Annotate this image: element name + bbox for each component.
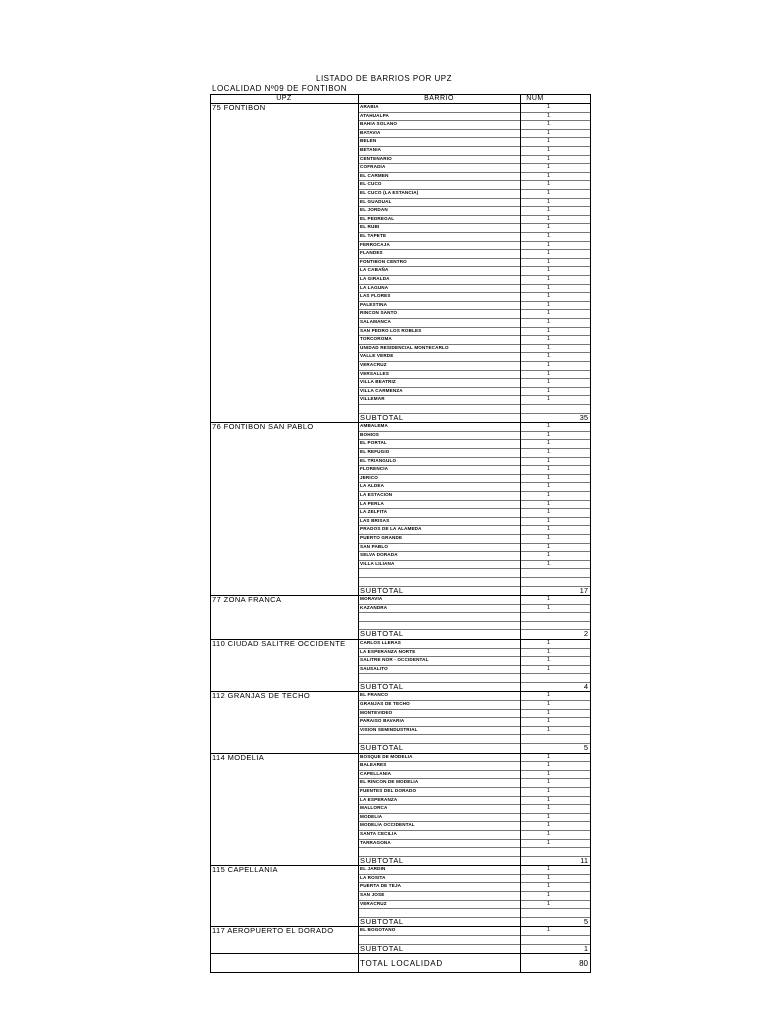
barrio-count: 1 <box>546 560 550 567</box>
barrio-count: 1 <box>546 701 550 707</box>
barrio-count: 1 <box>546 353 550 360</box>
upz-barrio-divider <box>358 94 359 973</box>
barrio-count: 1 <box>546 665 550 672</box>
barrio-name: SAN JOSE <box>360 892 385 897</box>
barrio-count: 1 <box>546 207 550 214</box>
upz-name: 112 GRANJAS DE TECHO <box>212 691 311 701</box>
barrio-name: EL CARMEN <box>360 172 389 178</box>
barrio-name: EL REFUGIO <box>360 448 390 454</box>
barrio-count: 1 <box>546 379 550 386</box>
subtotal-value: 1 <box>583 943 588 953</box>
barrio-name: MODELIA <box>360 813 383 819</box>
barrio-count: 1 <box>546 250 550 257</box>
barrio-name: PUERTO GRANDE <box>360 534 403 540</box>
barrio-count: 1 <box>546 534 550 541</box>
barrio-name: SELVA DORADA <box>360 552 398 558</box>
header-num: NUM <box>526 95 544 102</box>
barrio-name: UNIDAD RESIDENCIAL MONTECARLO <box>360 344 449 350</box>
barrio-count: 1 <box>546 336 550 343</box>
barrio-count: 1 <box>546 753 550 760</box>
row-divider <box>358 908 590 909</box>
barrio-name: GRANJAS DE TECHO <box>360 701 410 706</box>
barrio-count: 1 <box>546 448 550 455</box>
barrio-count: 1 <box>546 726 550 733</box>
barrio-name: EL FRANCO <box>360 692 389 698</box>
barrio-count: 1 <box>546 483 550 490</box>
barrio-name: LA ESPERANZA <box>360 796 398 802</box>
upz-name: 110 CIUDAD SALITRE OCCIDENTE <box>212 638 346 648</box>
row-divider <box>358 734 590 735</box>
barrio-name: VILLEMAR <box>360 396 385 402</box>
barrio-count: 1 <box>546 762 550 769</box>
barrio-name: LA ALDEA <box>360 483 385 489</box>
barrio-name: MONTEVIDEO <box>360 709 393 715</box>
barrio-name: EL BOGOTANO <box>360 927 396 933</box>
barrio-count: 1 <box>546 830 550 837</box>
barrio-count: 1 <box>546 927 550 934</box>
barrio-name: EL JARDIN <box>360 866 386 872</box>
barrio-name: FUENTES DEL DORADO <box>360 787 417 793</box>
row-divider <box>358 577 590 578</box>
barrio-name: VERACRUZ <box>360 362 387 367</box>
barrio-name: VILLA BEATRIZ <box>360 379 396 385</box>
barrio-count: 1 <box>546 198 550 205</box>
row-divider <box>358 404 590 405</box>
barrio-count: 1 <box>546 164 550 171</box>
barrio-count: 1 <box>546 344 550 351</box>
subtotal-value: 2 <box>583 629 588 639</box>
subtotal-value: 5 <box>583 916 588 926</box>
barrio-name: PALESTINA <box>360 301 388 307</box>
barrio-count: 1 <box>546 474 550 481</box>
barrio-name: SAN PEDRO LOS ROBLES <box>360 327 422 333</box>
barrio-name: RINCON SANTO <box>360 310 398 316</box>
barrio-count: 1 <box>546 709 550 716</box>
barrio-count: 1 <box>546 866 550 873</box>
barrio-name: JERICO <box>360 474 379 480</box>
barrio-count: 1 <box>546 181 550 188</box>
barrio-count: 1 <box>546 657 550 664</box>
barrio-name: EL TAPETE <box>360 233 387 238</box>
barrio-name: BOSQUE DE MODELIA <box>360 753 413 759</box>
barrio-count: 1 <box>546 491 550 498</box>
barrio-name: CAPELLANIA <box>360 770 392 776</box>
barrio-name: EL PEDREGAL <box>360 215 395 221</box>
barrio-count: 1 <box>546 883 550 890</box>
row-divider <box>358 847 590 848</box>
upz-name: 76 FONTIBON SAN PABLO <box>212 422 314 432</box>
barrio-count: 1 <box>546 112 550 119</box>
barrio-count: 1 <box>546 267 550 274</box>
subtotal-value: 5 <box>583 743 588 752</box>
barrio-count: 1 <box>546 370 550 377</box>
barrio-name: BETANIA <box>360 147 382 152</box>
barrio-name: LA CABAÑA <box>360 267 389 273</box>
barrio-name: SAN PABLO <box>360 543 389 549</box>
barrio-name: PUERTA DE TEJA <box>360 883 402 889</box>
barrio-name: LA ESPERANZA NORTE <box>360 648 416 654</box>
barrio-name: SANTA CECILIA <box>360 830 397 836</box>
header-upz: UPZ <box>276 95 292 102</box>
barrio-count: 1 <box>546 233 550 239</box>
barrio-count: 1 <box>546 648 550 655</box>
barrio-name: TARRAGONA <box>360 839 391 845</box>
barrio-num-divider <box>520 94 521 973</box>
subtotal-label: SUBTOTAL <box>360 943 404 953</box>
barrio-name: CARLOS LLERAS <box>360 639 401 645</box>
barrio-name: MORAVIA <box>360 596 383 601</box>
row-divider <box>358 568 590 569</box>
barrio-count: 1 <box>546 552 550 559</box>
total-value: 80 <box>579 959 588 968</box>
barrio-name: BAHIA SOLANO <box>360 121 398 127</box>
barrio-name: EL JORDAN <box>360 207 388 213</box>
barrio-name: FLORENCIA <box>360 466 389 472</box>
barrio-count: 1 <box>546 190 550 196</box>
barrio-count: 1 <box>546 604 550 611</box>
barrio-name: VILLA LILIANA <box>360 560 395 566</box>
total-label: TOTAL LOCALIDAD <box>360 959 443 968</box>
barrio-name: VISION SEMINDUSTRIAL <box>360 726 418 732</box>
barrio-name: LA ESTACION <box>360 491 393 497</box>
barrio-count: 1 <box>546 362 550 368</box>
barrio-name: TORCOROMA <box>360 336 392 342</box>
barrio-name: LA PERLA <box>360 500 384 506</box>
subtotal-label: SUBTOTAL <box>360 681 404 691</box>
subtotal-value: 11 <box>580 855 588 865</box>
barrio-name: EL TRIANGULO <box>360 457 397 463</box>
barrio-count: 1 <box>546 121 550 128</box>
barrio-count: 1 <box>546 787 550 794</box>
barrio-count: 1 <box>546 293 550 300</box>
barrio-count: 1 <box>546 796 550 803</box>
barrio-name: FERROCAJA <box>360 241 390 247</box>
document-title: LISTADO DE BARRIOS POR UPZ <box>316 74 452 83</box>
upz-name: 75 FONTIBON <box>212 103 266 112</box>
barrio-name: VALLE VERDE <box>360 353 394 359</box>
barrio-count: 1 <box>546 440 550 447</box>
barrio-count: 1 <box>546 517 550 524</box>
barrio-name: VILLA CARMENZA <box>360 387 403 393</box>
barrio-count: 1 <box>546 396 550 403</box>
barrio-count: 1 <box>546 805 550 812</box>
barrio-count: 1 <box>546 423 550 430</box>
barrio-name: PARAISO BAVARIA <box>360 718 405 724</box>
barrio-count: 1 <box>546 892 550 898</box>
barrio-count: 1 <box>546 301 550 308</box>
barrio-name: BELEN <box>360 138 377 144</box>
barrio-name: EL RINCON DE MODELIA <box>360 779 419 785</box>
barrio-name: FONTIBON CENTRO <box>360 258 407 264</box>
barrio-count: 1 <box>546 129 550 136</box>
barrio-name: LA LAGUNA <box>360 284 389 290</box>
subtotal-label: SUBTOTAL <box>360 855 404 865</box>
barrio-name: VERSALLES <box>360 370 389 376</box>
barrio-name: AMBALEMA <box>360 423 388 429</box>
barrios-table <box>210 94 590 987</box>
barrio-count: 1 <box>546 327 550 334</box>
barrio-name: PRADOS DE LA ALAMEDA <box>360 526 422 532</box>
barrio-count: 1 <box>546 387 550 394</box>
barrio-count: 1 <box>546 258 550 265</box>
barrio-name: LA ROSITA <box>360 874 386 880</box>
barrio-count: 1 <box>546 839 550 846</box>
barrio-name: BALEARES <box>360 762 387 768</box>
subtotal-value: 17 <box>579 585 588 595</box>
subtotal-label: SUBTOTAL <box>360 629 404 639</box>
right-border <box>590 94 591 973</box>
row-divider <box>358 621 590 622</box>
barrio-count: 1 <box>546 526 550 533</box>
upz-name: 77 ZONA FRANCA <box>212 595 282 604</box>
barrio-count: 1 <box>546 147 550 153</box>
section-bottom-border <box>210 953 590 954</box>
barrio-count: 1 <box>546 543 550 550</box>
barrio-count: 1 <box>546 276 550 282</box>
barrio-count: 1 <box>546 779 550 786</box>
document-subtitle: LOCALIDAD Nº09 DE FONTIBON <box>212 84 348 93</box>
barrio-name: BOHIOS <box>360 431 380 437</box>
barrio-name: SAUSALITO <box>360 665 388 671</box>
upz-name: 115 CAPELLANIA <box>212 865 278 875</box>
barrio-count: 1 <box>546 692 550 699</box>
barrio-name: EL PORTAL <box>360 440 387 446</box>
subtotal-label: SUBTOTAL <box>360 743 404 752</box>
barrio-name: LA GIRALDA <box>360 276 390 281</box>
row-divider <box>358 612 590 613</box>
barrio-name: EL CUCO (LA ESTANCIA) <box>360 190 419 195</box>
row-divider <box>358 935 590 936</box>
barrio-name: LAS FLORES <box>360 293 391 299</box>
subtotal-value: 35 <box>579 412 588 422</box>
barrio-count: 1 <box>546 224 550 231</box>
barrio-count: 1 <box>546 104 550 110</box>
table-bottom-border <box>210 972 590 973</box>
barrio-count: 1 <box>546 874 550 881</box>
barrio-name: EL GUADUAL <box>360 198 392 204</box>
barrio-name: LAS BRISAS <box>360 517 390 523</box>
subtotal-label: SUBTOTAL <box>360 585 404 595</box>
barrio-count: 1 <box>546 500 550 507</box>
left-border <box>210 94 211 973</box>
barrio-name: ARABIA <box>360 104 379 109</box>
barrio-count: 1 <box>546 155 550 162</box>
upz-name: 114 MODELIA <box>212 752 265 762</box>
subtotal-label: SUBTOTAL <box>360 412 404 422</box>
barrio-name: EL RUBI <box>360 224 380 230</box>
barrio-name: VERACRUZ <box>360 900 387 906</box>
barrio-count: 1 <box>546 770 550 777</box>
subtotal-label: SUBTOTAL <box>360 916 404 926</box>
barrio-name: KAZANDRA <box>360 604 388 610</box>
barrio-count: 1 <box>546 284 550 291</box>
barrio-name: ATAHUALPA <box>360 112 389 118</box>
barrio-count: 1 <box>546 172 550 179</box>
barrio-name: SALAMANCA <box>360 319 391 324</box>
barrio-count: 1 <box>546 718 550 725</box>
barrio-name: EL CUCO <box>360 181 382 187</box>
barrio-name: MODELIA OCCIDENTAL <box>360 822 415 828</box>
table-top-border <box>210 94 590 95</box>
barrio-count: 1 <box>546 900 550 907</box>
barrio-name: CENTENARIO <box>360 155 392 161</box>
upz-name: 117 AEROPUERTO EL DORADO <box>212 926 334 936</box>
row-divider <box>358 673 590 674</box>
barrio-count: 1 <box>546 319 550 325</box>
barrio-count: 1 <box>546 215 550 222</box>
barrio-count: 1 <box>546 466 550 473</box>
barrio-count: 1 <box>546 596 550 602</box>
barrio-count: 1 <box>546 138 550 145</box>
barrio-count: 1 <box>546 509 550 516</box>
subtotal-value: 4 <box>583 681 588 691</box>
barrio-name: COFRADIA <box>360 164 386 170</box>
barrio-count: 1 <box>546 813 550 820</box>
barrio-name: MALLORCA <box>360 805 388 811</box>
barrio-count: 1 <box>546 639 550 646</box>
barrio-name: SALITRE NOR - OCCIDENTAL <box>360 657 429 663</box>
barrio-count: 1 <box>546 431 550 438</box>
barrio-count: 1 <box>546 822 550 829</box>
barrio-count: 1 <box>546 310 550 317</box>
header-barrio: BARRIO <box>424 95 454 102</box>
barrio-count: 1 <box>546 241 550 248</box>
barrio-name: FLANDES <box>360 250 383 256</box>
barrio-name: BATAVIA <box>360 129 381 135</box>
barrio-count: 1 <box>546 457 550 464</box>
barrio-name: LA ZELFITA <box>360 509 388 515</box>
